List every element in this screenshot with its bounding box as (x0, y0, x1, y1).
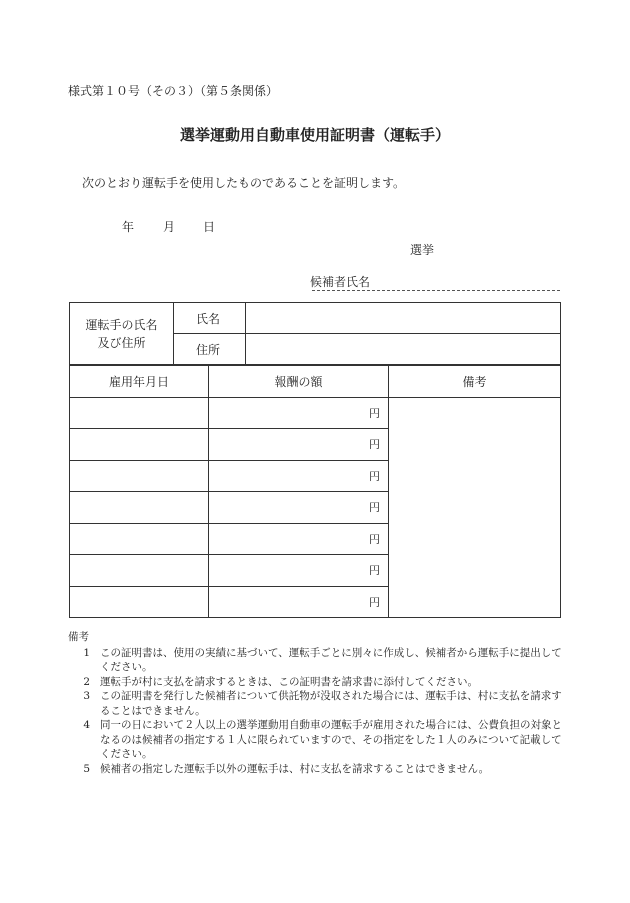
remuneration-cell[interactable]: 円 (209, 429, 389, 461)
note-number: 4 (83, 719, 90, 731)
driver-info-table (69, 302, 561, 365)
date-year-label: 年 (122, 220, 135, 234)
form-number: 様式第１０号（その３）（第５条関係） (68, 84, 279, 98)
note-text: 同一の日において２人以上の選挙運動用自動車の運転手が雇用された場合には、公費負担の対象となるのは候補者の指定する１人に限られていますので、その指定をした１人のみについて記載してください。 (100, 719, 562, 760)
note-text: 運転手が村に支払を請求するときは、この証明書を請求書に添付してください。 (100, 675, 478, 688)
notes-list (68, 646, 568, 777)
header-remuneration: 報酬の額 (209, 366, 389, 398)
date-day-label: 日 (203, 220, 216, 234)
date-month-label: 月 (163, 220, 176, 234)
remuneration-cell[interactable]: 円 (209, 492, 389, 524)
note-number: 1 (83, 646, 90, 659)
employment-date-cell[interactable] (70, 492, 209, 524)
header-remarks: 備考 (389, 366, 561, 398)
table-header-row (70, 366, 561, 398)
driver-group-label-line1: 運転手の氏名 (85, 317, 158, 332)
intro-text: 次のとおり運転手を使用したものであることを証明します。 (82, 176, 406, 190)
employment-date-cell[interactable] (70, 429, 209, 461)
remuneration-cell[interactable]: 円 (209, 555, 389, 587)
note-item (68, 675, 568, 690)
remuneration-cell[interactable]: 円 (209, 586, 389, 618)
remarks-cell[interactable] (389, 397, 561, 618)
note-text: この証明書を発行した候補者について供託物が没収された場合には、運転手は、村に支払を請求することはできません。 (100, 690, 562, 717)
note-item (68, 718, 568, 762)
employment-date-cell[interactable] (70, 460, 209, 492)
note-text: この証明書は、使用の実績に基づいて、運転手ごとに別々に作成し、候補者から運転手に提出してください。 (100, 646, 562, 673)
employment-table (69, 365, 561, 618)
note-text: 候補者の指定した運転手以外の運転手は、村に支払を請求することはできません。 (100, 762, 490, 775)
remuneration-cell[interactable]: 円 (209, 397, 389, 429)
note-item (68, 762, 568, 777)
driver-address-field[interactable] (246, 334, 561, 365)
driver-name-label: 氏名 (174, 303, 246, 334)
employment-date-cell[interactable] (70, 586, 209, 618)
note-number: 3 (83, 690, 90, 702)
employment-date-cell[interactable] (70, 555, 209, 587)
employment-date-cell[interactable] (70, 397, 209, 429)
remuneration-cell[interactable]: 円 (209, 523, 389, 555)
candidate-name-line (312, 290, 560, 291)
driver-group-label-line2: 及び住所 (97, 335, 146, 350)
note-number: 2 (83, 675, 90, 688)
page-title: 選挙運動用自動車使用証明書（運転手） (179, 126, 450, 144)
driver-address-label: 住所 (174, 334, 246, 365)
note-number: 5 (83, 762, 90, 775)
election-label: 選挙 (410, 243, 435, 257)
candidate-name-label: 候補者氏名 (310, 275, 371, 289)
remuneration-cell[interactable]: 円 (209, 460, 389, 492)
note-item (68, 689, 568, 718)
note-item (68, 646, 568, 675)
header-employment-date: 雇用年月日 (70, 366, 209, 398)
notes-heading: 備考 (68, 631, 89, 643)
driver-name-field[interactable] (246, 303, 561, 334)
notes-section (68, 630, 568, 776)
table-row (70, 397, 561, 429)
driver-group-label (70, 303, 174, 365)
employment-date-cell[interactable] (70, 523, 209, 555)
